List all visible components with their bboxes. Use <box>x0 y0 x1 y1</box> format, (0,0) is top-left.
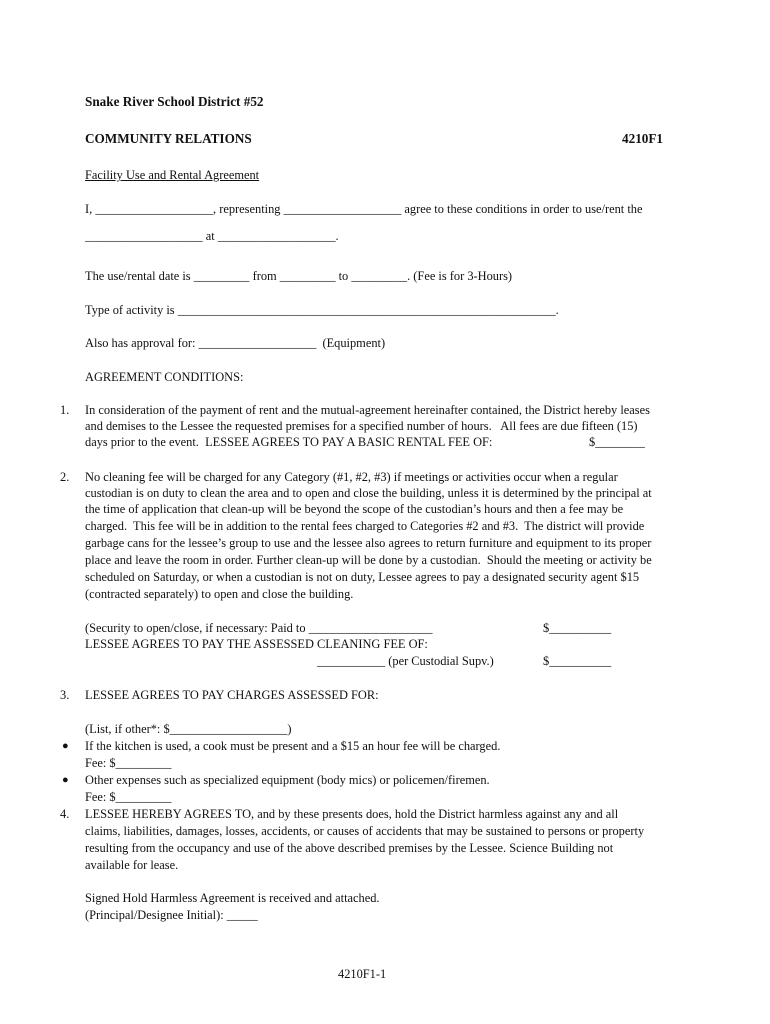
hold-harmless-signed-line: Signed Hold Harmless Agreement is received and attached. <box>85 891 380 905</box>
district-name: Snake River School District #52 <box>85 94 264 109</box>
principal-initial-line: (Principal/Designee Initial): _____ <box>85 908 258 922</box>
conditions-heading: AGREEMENT CONDITIONS: <box>85 370 244 384</box>
item-1-line-3: days prior to the event. LESSEE AGREES TO PAY A BASIC RENTAL FEE OF: <box>85 435 493 449</box>
item-3-heading: LESSEE AGREES TO PAY CHARGES ASSESSED FOR: <box>85 688 379 702</box>
kitchen-charge-line: If the kitchen is used, a cook must be present and a $15 an hour fee will be charged. <box>85 739 501 753</box>
form-title: Facility Use and Rental Agreement <box>85 168 260 182</box>
activity-type-line: Type of activity is _____________________________________________________________. <box>85 303 559 317</box>
item-2-line-1: No cleaning fee will be charged for any Category (#1, #2, #3) if meetings or activities occur when a regular <box>85 470 618 484</box>
item-3-number: 3. <box>60 688 70 702</box>
item-1-line-2: and demises to the Lessee the requested premises for a specified number of hours. All fees are due fifteen (15) <box>85 419 638 433</box>
section-title: COMMUNITY RELATIONS <box>85 131 252 146</box>
approval-line: Also has approval for: ___________________ (Equipment) <box>85 336 386 350</box>
cleaning-fee-blank: $__________ <box>543 654 612 668</box>
kitchen-fee-line: Fee: $_________ <box>85 756 172 770</box>
security-fee-blank: $__________ <box>543 621 612 635</box>
item-4-number: 4. <box>60 807 70 821</box>
intro-line-2: ___________________ at ___________________. <box>85 229 339 243</box>
rental-date-line: The use/rental date is _________ from _________ to _________. (Fee is for 3-Hours) <box>85 269 513 283</box>
page-footer-code: 4210F1-1 <box>338 967 387 981</box>
item-2-line-6: place and leave the room in order. Further clean-up will be done by a custodian. Should the meeting or activity be <box>85 553 652 567</box>
item-4-line-3: resulting from the occupancy and use of the above described premises by the Lessee. Science Building not <box>85 841 614 855</box>
item-4-line-1: LESSEE HEREBY AGREES TO, and by these presents does, hold the District harmless against any and all <box>85 807 619 821</box>
item-1-line-1: In consideration of the payment of rent and the mutual-agreement hereinafter contained, the District hereby leases <box>85 403 650 417</box>
security-paid-line: (Security to open/close, if necessary: Paid to ____________________ <box>85 621 433 635</box>
bullet-icon: ● <box>62 774 69 786</box>
cleaning-fee-line: LESSEE AGREES TO PAY THE ASSESSED CLEANING FEE OF: <box>85 637 428 651</box>
item-2-line-3: the time of application that clean-up will be beyond the scope of the custodian’s hours and then a fee may be <box>85 502 624 516</box>
intro-line-1: I, ___________________, representing ___________________ agree to these conditions in order to use/rent the <box>85 202 643 216</box>
item-2-number: 2. <box>60 470 70 484</box>
custodial-supv-line: ___________ (per Custodial Supv.) <box>317 654 494 668</box>
bullet-icon: ● <box>62 740 69 752</box>
item-1-number: 1. <box>60 403 70 417</box>
item-2-line-2: custodian is on duty to clean the area and to open and close the building, unless it is determined by the principal at <box>85 486 652 500</box>
basic-rental-fee-blank: $________ <box>589 435 645 449</box>
item-2-line-4: charged. This fee will be in addition to the rental fees charged to Categories #2 and #3. The district will provide <box>85 519 645 533</box>
list-other-line: (List, if other*: $___________________) <box>85 722 292 736</box>
item-2-line-8: (contracted separately) to open and close the building. <box>85 587 354 601</box>
item-4-line-2: claims, liabilities, damages, losses, accidents, or causes of accidents that may be sustained to persons or property <box>85 824 645 838</box>
item-2-line-5: garbage cans for the lessee’s group to use and the lessee also agrees to return furniture and equipment to its proper <box>85 536 652 550</box>
item-2-line-7: scheduled on Saturday, or when a custodian is not on duty, Lessee agrees to pay a designated security agent $15 <box>85 570 640 584</box>
policy-code: 4210F1 <box>622 131 664 146</box>
other-expenses-fee-line: Fee: $_________ <box>85 790 172 804</box>
item-4-line-4: available for lease. <box>85 858 179 872</box>
other-expenses-line: Other expenses such as specialized equipment (body mics) or policemen/firemen. <box>85 773 490 787</box>
